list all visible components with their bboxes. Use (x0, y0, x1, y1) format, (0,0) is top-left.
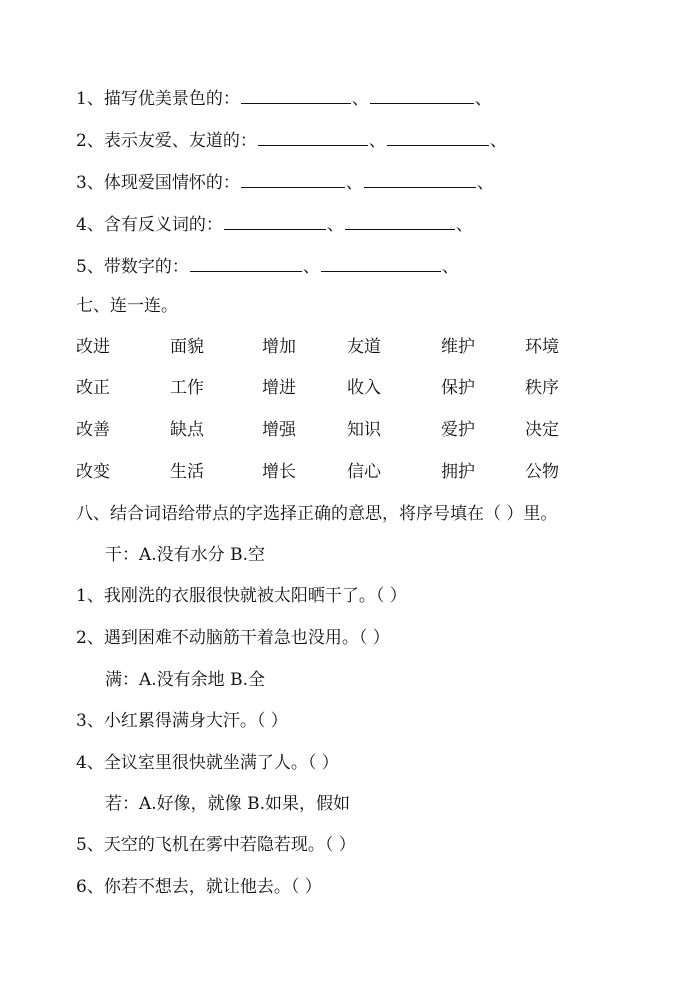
separator: 、 (474, 89, 492, 109)
item-text: 含有反义词的： (103, 215, 223, 235)
word-cell[interactable]: 拥护 (441, 462, 475, 482)
word-cell[interactable]: 增进 (262, 378, 296, 398)
match-row (0, 460, 696, 484)
word-cell[interactable]: 维护 (441, 337, 475, 357)
separator: 、 (368, 131, 386, 151)
word-cell[interactable]: 改变 (76, 462, 110, 482)
word-cell[interactable]: 收入 (347, 378, 381, 398)
item-number: 1、 (76, 89, 104, 109)
question-item[interactable]: 6、你若不想去，就让他去。（ ） (76, 877, 322, 897)
item-text: 描写优美景色的： (103, 89, 240, 109)
separator: 、 (476, 173, 494, 193)
item-number: 2、 (76, 131, 104, 151)
word-cell[interactable]: 增加 (262, 337, 296, 357)
section-7-title: 七、连一连。 (76, 296, 178, 316)
section-8-title: 八、结合词语给带点的字选择正确的意思，将序号填在（ ）里。 (76, 504, 558, 524)
word-cell[interactable]: 生活 (170, 462, 204, 482)
word-cell[interactable]: 决定 (525, 420, 559, 440)
fill-item-4 (76, 212, 473, 236)
question-item[interactable]: 3、小红累得满身大汗。（ ） (76, 711, 288, 731)
fill-item-5 (76, 254, 459, 278)
match-row (0, 418, 696, 442)
fill-item-1 (76, 86, 492, 110)
question-item[interactable]: 2、遇到困难不动脑筋干着急也没用。（ ） (76, 628, 390, 648)
definition-ruo: 若：A.好像，就像 B.如果，假如 (105, 794, 350, 814)
fill-item-2 (76, 128, 507, 152)
word-cell[interactable]: 爱护 (441, 420, 475, 440)
answer-blank[interactable] (364, 170, 476, 188)
word-cell[interactable]: 信心 (347, 462, 381, 482)
item-text: 体现爱国情怀的： (103, 173, 240, 193)
definition-gan: 干：A.没有水分 B.空 (105, 545, 265, 565)
separator: 、 (345, 173, 363, 193)
word-cell[interactable]: 增强 (262, 420, 296, 440)
question-item[interactable]: 5、天空的飞机在雾中若隐若现。（ ） (76, 835, 356, 855)
word-cell[interactable]: 知识 (347, 420, 381, 440)
word-cell[interactable]: 秩序 (525, 378, 559, 398)
separator: 、 (441, 257, 459, 277)
match-row (0, 335, 696, 359)
answer-blank[interactable] (190, 254, 302, 272)
item-number: 3、 (76, 173, 104, 193)
separator: 、 (455, 215, 473, 235)
question-item[interactable]: 1、我刚洗的衣服很快就被太阳晒干了。（ ） (76, 586, 407, 606)
word-cell[interactable]: 面貌 (170, 337, 204, 357)
answer-blank[interactable] (241, 86, 351, 104)
word-cell[interactable]: 改进 (76, 337, 110, 357)
separator: 、 (302, 257, 320, 277)
fill-item-3 (76, 170, 494, 194)
answer-blank[interactable] (224, 212, 326, 230)
answer-blank[interactable] (345, 212, 455, 230)
word-cell[interactable]: 工作 (170, 378, 204, 398)
word-cell[interactable]: 友道 (347, 337, 381, 357)
answer-blank[interactable] (370, 86, 474, 104)
question-item[interactable]: 4、全议室里很快就坐满了人。（ ） (76, 753, 339, 773)
answer-blank[interactable] (258, 128, 368, 146)
word-cell[interactable]: 增长 (262, 462, 296, 482)
item-text: 带数字的： (103, 257, 189, 277)
definition-man: 满：A.没有余地 B.全 (105, 670, 265, 690)
word-cell[interactable]: 改正 (76, 378, 110, 398)
separator: 、 (351, 89, 369, 109)
word-cell[interactable]: 缺点 (170, 420, 204, 440)
item-number: 4、 (76, 215, 104, 235)
answer-blank[interactable] (241, 170, 345, 188)
answer-blank[interactable] (321, 254, 441, 272)
word-cell[interactable]: 改善 (76, 420, 110, 440)
match-row (0, 376, 696, 400)
answer-blank[interactable] (387, 128, 489, 146)
separator: 、 (326, 215, 344, 235)
separator: 、 (489, 131, 507, 151)
word-cell[interactable]: 公物 (525, 462, 559, 482)
item-text: 表示友爱、友道的： (103, 131, 257, 151)
item-number: 5、 (76, 257, 104, 277)
word-cell[interactable]: 环境 (525, 337, 559, 357)
word-cell[interactable]: 保护 (441, 378, 475, 398)
